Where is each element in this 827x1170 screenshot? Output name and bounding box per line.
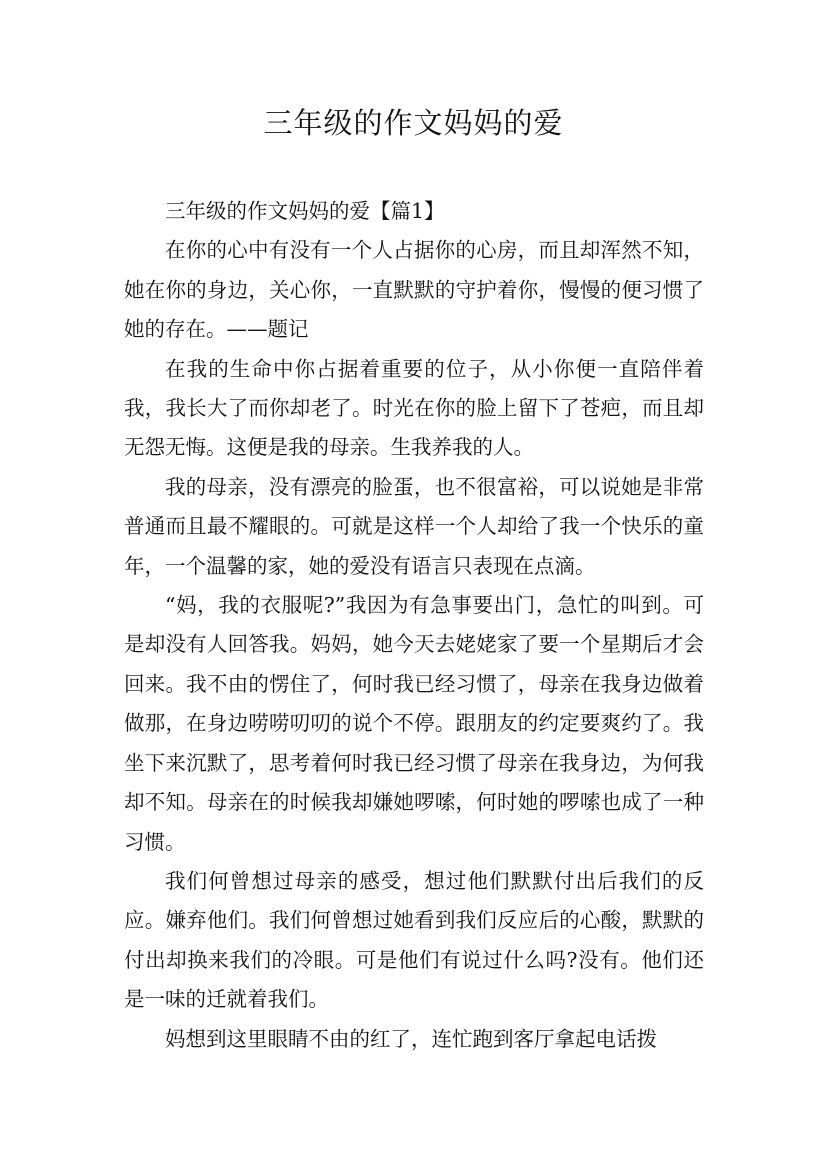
paragraph: 妈想到这里眼睛不由的红了，连忙跑到客厅拿起电话拨 bbox=[165, 1026, 657, 1051]
document-title: 三年级的作文妈妈的爱 bbox=[263, 106, 564, 140]
paragraph: 在你的心中有没有一个人占据你的心房，而且却浑然不知，她在你的身边，关心你，一直默默的守护着你，慢慢的便习惯了她的存在。——题记 bbox=[124, 238, 704, 342]
paragraph: “妈，我的衣服呢?”我因为有急事要出门，急忙的叫到。可是却没有人回答我。妈妈，她今天去姥姥家了要一个星期后才会回来。我不由的愣住了，何时我已经习惯了，母亲在我身边做着做那，在身边唠唠叨叨的说个不停。跟朋友的约定要爽约了。我坐下来沉默了，思考着何时我已经习惯了母亲在我身边，为何我却不知。母亲在的时候我却嫌她啰嗦，何时她的啰嗦也成了一种习惯。 bbox=[124, 593, 704, 854]
paragraph: 我的母亲，没有漂亮的脸蛋，也不很富裕，可以说她是非常普通而且最不耀眼的。可就是这样一个人却给了我一个快乐的童年，一个温馨的家，她的爱没有语言只表现在点滴。 bbox=[124, 474, 704, 578]
paragraph: 在我的生命中你占据着重要的位子，从小你便一直陪伴着我，我长大了而你却老了。时光在你的脸上留下了苍疤，而且却无怨无悔。这便是我的母亲。生我养我的人。 bbox=[124, 356, 704, 460]
paragraph: 我们何曾想过母亲的感受，想过他们默默付出后我们的反应。嫌弃他们。我们何曾想过她看到我们反应后的心酸，默默的付出却换来我们的冷眼。可是他们有说过什么吗?没有。他们还是一味的迁就着我们。 bbox=[124, 868, 704, 1012]
document-body bbox=[124, 192, 704, 1059]
section-heading: 三年级的作文妈妈的爱【篇1】 bbox=[165, 199, 445, 223]
